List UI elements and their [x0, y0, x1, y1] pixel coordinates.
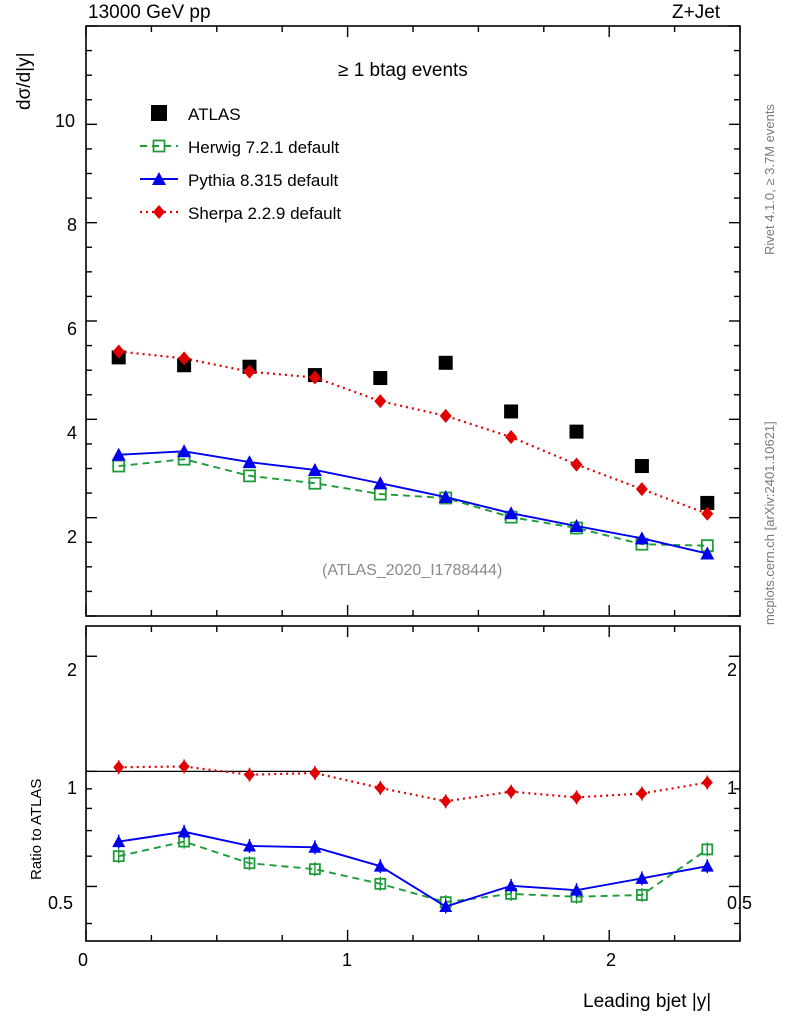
ytick-main-8: 8 — [67, 215, 78, 235]
ytick-main-6: 6 — [67, 319, 78, 339]
ytick-main-10: 10 — [55, 111, 76, 131]
ytick-main-4: 4 — [67, 423, 78, 443]
y-axis-label-main: dσ/d|y| — [14, 52, 35, 110]
ytick-ratio-2-left: 2 — [67, 660, 78, 680]
legend-label-2: Pythia 8.315 default — [188, 171, 339, 190]
side-annotation-top: Rivet 4.1.0, ≥ 3.7M events — [762, 104, 777, 255]
ytick-ratio-05-left: 0.5 — [48, 893, 74, 913]
plot-title: ≥ 1 btag events — [338, 60, 468, 81]
x-axis-label: Leading bjet |y| — [583, 991, 712, 1012]
ytick-ratio-1-right: 1 — [727, 778, 738, 798]
ytick-ratio-2-right: 2 — [727, 660, 738, 680]
ratio-series-group — [112, 759, 714, 913]
legend-label-3: Sherpa 2.2.9 default — [188, 204, 342, 223]
watermark-label: (ATLAS_2020_I1788444) — [322, 562, 503, 579]
legend-label-0: ATLAS — [188, 105, 241, 124]
y-axis-label-ratio: Ratio to ATLAS — [28, 778, 45, 880]
ytick-main-2: 2 — [67, 527, 78, 547]
legend-label-1: Herwig 7.2.1 default — [188, 138, 340, 157]
xtick-1: 1 — [342, 950, 353, 970]
main-plot-frame — [86, 26, 740, 616]
main-series-group — [112, 344, 715, 559]
header-left: 13000 GeV pp — [88, 2, 211, 23]
ytick-ratio-1-left: 1 — [67, 778, 78, 798]
xtick-0: 0 — [78, 950, 89, 970]
ytick-ratio-05-right: 0.5 — [727, 893, 753, 913]
legend-markers — [140, 105, 178, 219]
xtick-2: 2 — [606, 950, 617, 970]
side-annotation-middle: mcplots.cern.ch [arXiv:2401.10621] — [762, 421, 777, 625]
header-right: Z+Jet — [672, 2, 721, 23]
